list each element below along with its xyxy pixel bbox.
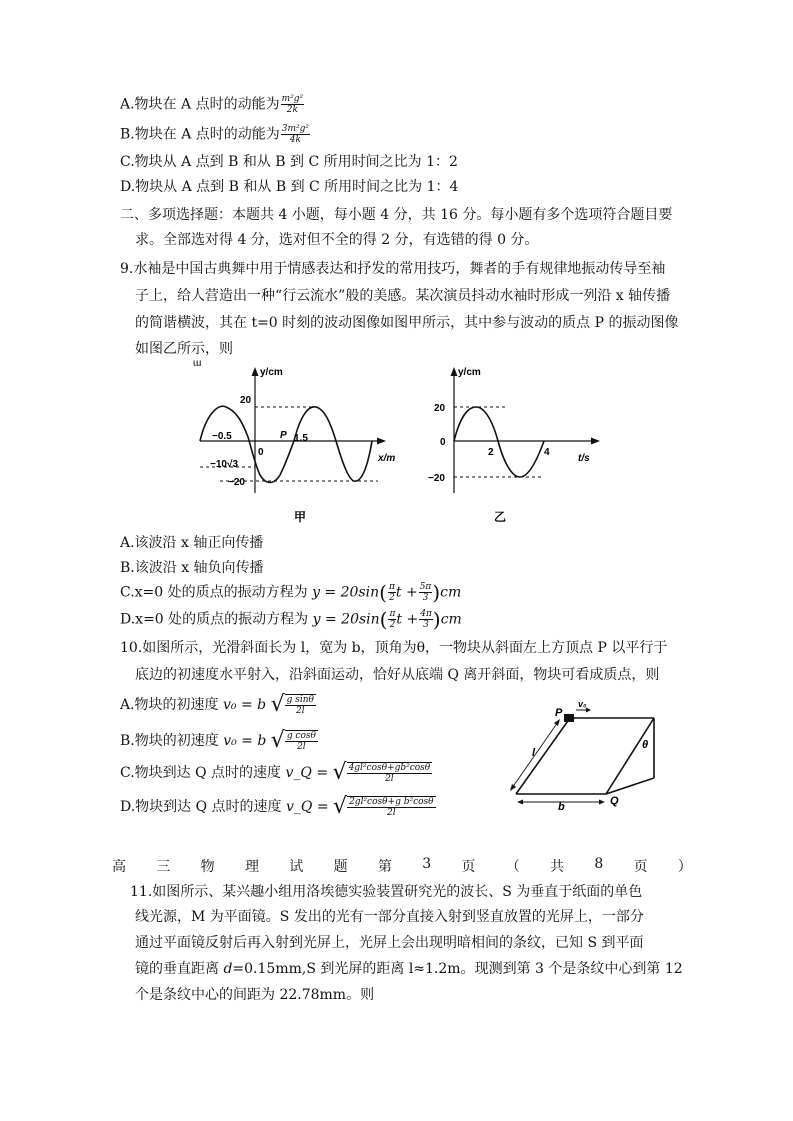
t4-label: 4 <box>544 447 550 458</box>
section2-line2: 求。全部选对得 4 分，选对但不全的得 2 分，有选错的得 0 分。 <box>135 232 539 248</box>
q9-option-a: A.该波沿 x 轴正向传播 <box>120 535 264 551</box>
q9-option-d: D.x=0 处的质点的振动方程为 y = 20sin( $\frac{\pi}{2}$ t + $\frac{4\pi}{3}$ )cm <box>120 607 462 632</box>
wave-graph-jia <box>190 355 405 525</box>
x-axis-label: t/s <box>578 453 590 464</box>
b-label: b <box>558 801 565 813</box>
caption-jia: 甲 <box>294 510 307 524</box>
y-axis-label: y/cm <box>260 367 283 378</box>
origin-label: 0 <box>258 447 264 458</box>
q8-option-b: B.物块在 A 点时的动能为 $\frac{\text{3m²g²}}{4k}$ <box>120 124 309 145</box>
q-label: Q <box>610 795 619 807</box>
y-top-label: 20 <box>434 403 446 414</box>
vibration-graph-yi <box>420 355 610 525</box>
q10-line2: 底边的初速度水平射入，沿斜面运动，恰好从底端 Q 离开斜面，物块可看成质点，则 <box>135 667 660 683</box>
p-label: P <box>555 707 563 719</box>
q8-option-a: A.物块在 A 点时的动能为 $\frac{\text{m²g²}}{2k}$ <box>120 94 304 115</box>
q10-option-d: D.物块到达 Q 点时的速度 v_Q = √ $\frac{\text{2gl²cosθ+g b²cosθ}}{2l}$ <box>120 794 434 819</box>
q10-option-b: B.物块的初速度 v₀ = b √ $\frac{\text{g cosθ}}{2l}$ <box>120 728 316 753</box>
x15-label: 1.5 <box>294 433 308 444</box>
q9-line1: 9.水袖是中国古典舞中用于情感表达和抒发的常用技巧，舞者的手有规律地振动传导至袖 <box>120 261 666 277</box>
block <box>564 714 574 722</box>
neg-half-label: −0.5 <box>212 431 232 442</box>
neg-10root3-label: −10√3 <box>210 459 239 470</box>
q8-option-d: D.物块从 A 点到 B 和从 B 到 C 所用时间之比为 1：4 <box>120 179 459 195</box>
origin-label: 0 <box>440 437 446 448</box>
q11-line3: 通过平面镜反射后再入射到光屏上，光屏上会出现明暗相间的条纹，已知 S 到平面 <box>135 935 644 951</box>
q11-line2: 线光源，M 为平面镜。S 发出的光有一部分直接入射到竖直放置的光屏上，一部分 <box>135 909 644 925</box>
q11-line5: 个是条纹中心的间距为 22.78mm。则 <box>135 987 375 1003</box>
y-top-label: 20 <box>240 395 252 406</box>
q11-line4: 镜的垂直距离 d=0.15mm,S 到光屏的距离 l≈1.2m。现测到第 3 个是条纹中心到第 12 <box>135 961 683 977</box>
incline-figure <box>498 698 668 813</box>
vibration-curve <box>454 407 544 477</box>
y-axis-label: y/cm <box>458 367 481 378</box>
v0-label: v₀ <box>578 699 587 709</box>
section2-line1: 二、多项选择题：本题共 4 小题，每小题 4 分，共 16 分。每小题有多个选项符合题目要 <box>120 207 673 223</box>
q9-line2: 子上，给人营造出一种“行云流水”般的美感。某次演员抖动水袖时形成一列沿 x 轴传播 <box>135 288 671 304</box>
q8-option-c: C.物块从 A 点到 B 和从 B 到 C 所用时间之比为 1：2 <box>120 154 458 170</box>
q9-line3: 的简谐横波，其在 t=0 时刻的波动图像如图甲所示，其中参与波动的质点 P 的振动图像 <box>135 315 679 331</box>
q9-option-b: B.该波沿 x 轴负向传播 <box>120 560 264 576</box>
q11-line1: 11.如图所示、某兴趣小组用洛埃德实验装置研究光的波长、S 为垂直于纸面的单色 <box>130 884 643 900</box>
q10-line1: 10.如图所示，光滑斜面长为 l，宽为 b，顶角为θ，一物块从斜面左上方顶点 P 以平行于 <box>120 640 668 656</box>
p-label: P <box>280 430 287 441</box>
wave-curve <box>200 406 372 482</box>
q10-option-c: C.物块到达 Q 点时的速度 v_Q = √ $\frac{\text{4gl²cosθ+gb²cosθ}}{2l}$ <box>120 760 431 785</box>
q9-line4: 如图乙所示，则 <box>135 341 233 357</box>
y-bottom-label: −20 <box>228 477 245 488</box>
q9-option-c: C.x=0 处的质点的振动方程为 y = 20sin( $\frac{\pi}{2}$ t + $\frac{5\pi}{3}$ )cm <box>120 580 462 605</box>
t2-label: 2 <box>488 447 494 458</box>
y-bottom-label: −20 <box>428 473 445 484</box>
caption-yi: 乙 <box>494 510 507 524</box>
x-axis-label: x/m <box>378 453 396 464</box>
page-footer: 高 三 物 理 试 题 第 3 页 （ 共 8 页 ） <box>112 856 692 875</box>
theta-label: θ <box>642 739 649 751</box>
l-label: l <box>532 747 536 759</box>
q10-option-a: A.物块的初速度 v₀ = b √ $\frac{\text{g sinθ}}{2l}$ <box>120 692 314 717</box>
stray-mark: ɯ <box>193 358 202 369</box>
